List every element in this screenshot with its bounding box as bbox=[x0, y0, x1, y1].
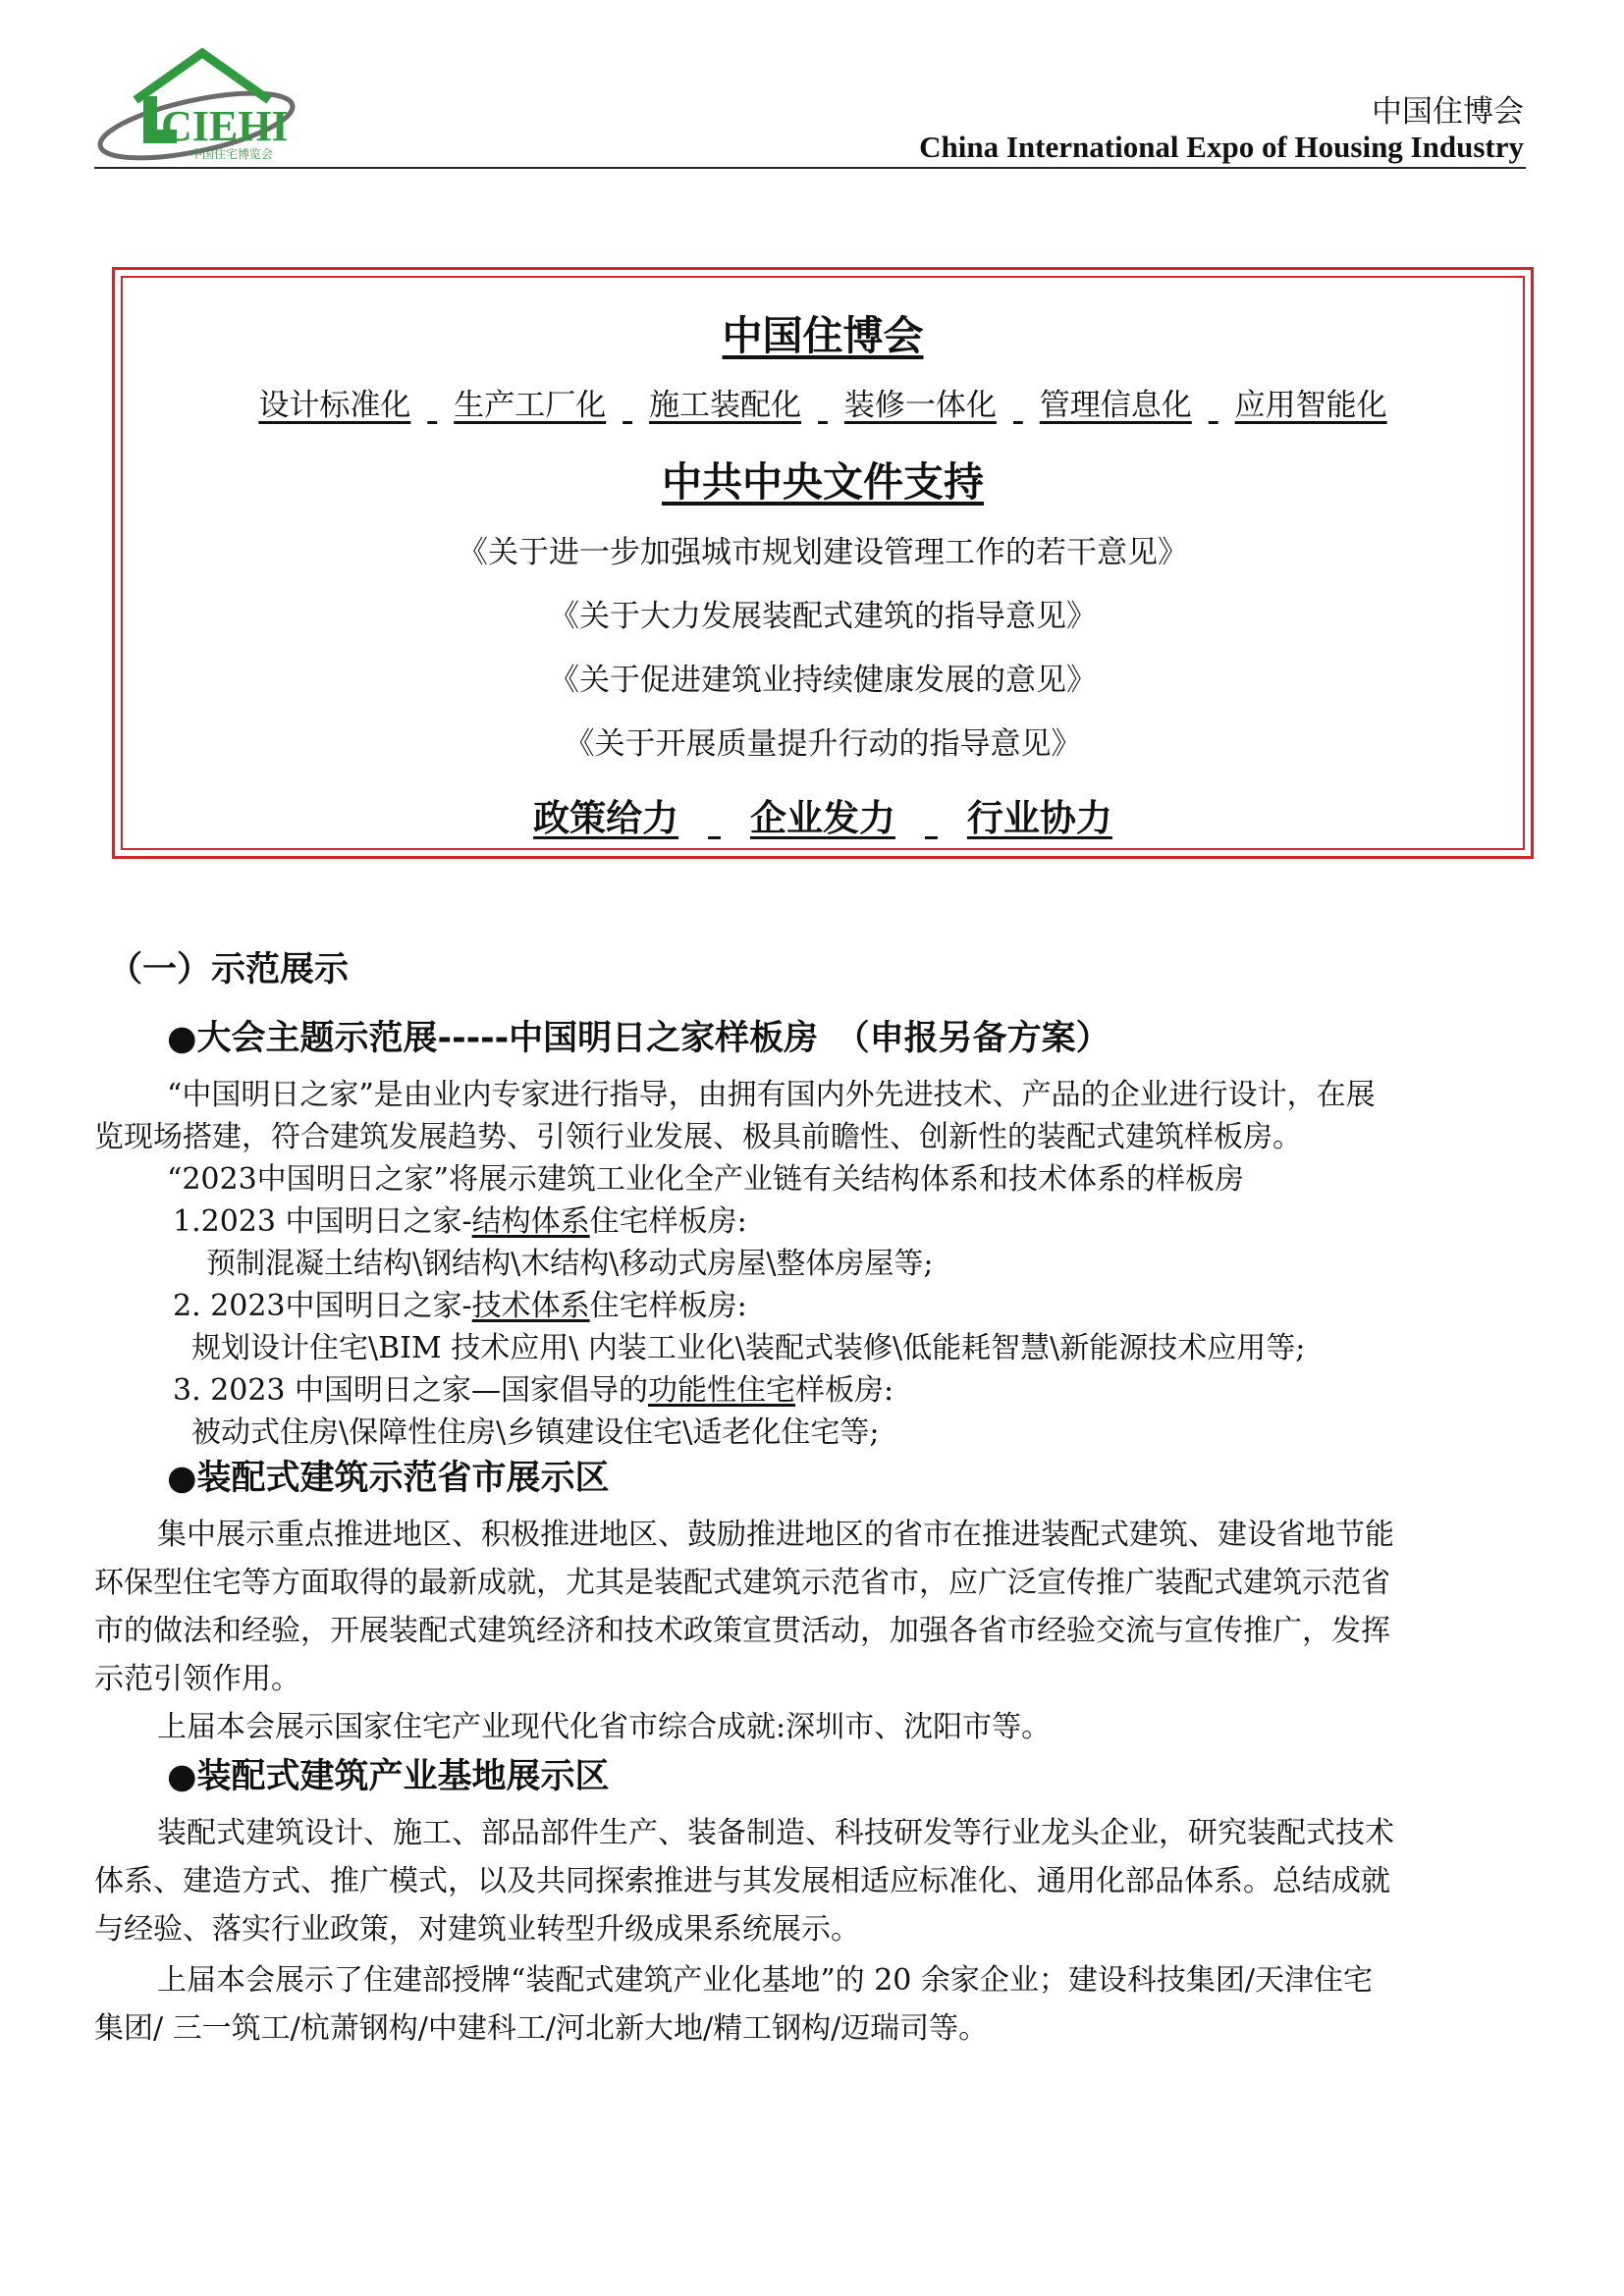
section-title: （一）示范展示 bbox=[108, 950, 350, 989]
slogan: 企业发力 bbox=[750, 797, 895, 839]
heading-theme-showcase: ●大会主题示范展-----中国明日之家样板房 （申报另备方案） bbox=[167, 1019, 1110, 1058]
paragraph-line: 览现场搭建，符合建筑发展趋势、引领行业发展、极具前瞻性、创新性的装配式建筑样板房。 bbox=[94, 1120, 1302, 1154]
box-subtitle: 中共中央文件支持 bbox=[662, 458, 984, 506]
header-title-en: China International Expo of Housing Industry bbox=[919, 130, 1524, 164]
policy-doc: 《关于进一步加强城市规划建设管理工作的若干意见》 bbox=[458, 535, 1188, 570]
paragraph-line: 集中展示重点推进地区、积极推进地区、鼓励推进地区的省市在推进装配式建筑、建设省地节能 bbox=[157, 1518, 1394, 1552]
logo-subtext: 中国住宅博览会 bbox=[190, 147, 274, 161]
list-item-detail: 被动式住房\保障性住房\乡镇建设住宅\适老化住宅等; bbox=[191, 1415, 880, 1450]
highlight-box bbox=[112, 267, 1534, 859]
paragraph-line: “2023中国明日之家”将展示建筑工业化全产业链有关结构体系和技术体系的样板房 bbox=[167, 1162, 1245, 1197]
tag: 设计标准化 bbox=[258, 388, 411, 423]
paragraph-line: 集团/ 三一筑工/杭萧钢构/中建科工/河北新大地/精工钢构/迈瑞司等。 bbox=[94, 2011, 989, 2046]
header-rule bbox=[94, 167, 1526, 169]
list-item: 2. 2023中国明日之家-技术体系住宅样板房: bbox=[173, 1289, 747, 1323]
paragraph-line: 与经验、落实行业政策，对建筑业转型升级成果系统展示。 bbox=[94, 1912, 860, 1947]
heading-provincial-showcase: ●装配式建筑示范省市展示区 bbox=[167, 1459, 610, 1498]
tag: 装修一体化 bbox=[843, 388, 997, 423]
slogan: 政策给力 bbox=[533, 797, 679, 839]
box-tags bbox=[115, 380, 1531, 424]
paragraph-line: 市的做法和经验，开展装配式建筑经济和技术政策宣贯活动，加强各省市经验交流与宣传推广，发挥 bbox=[94, 1614, 1390, 1648]
list-item: 1.2023 中国明日之家-结构体系住宅样板房: bbox=[173, 1204, 747, 1239]
heading-industry-base: ●装配式建筑产业基地展示区 bbox=[167, 1757, 610, 1796]
logo-text: CIEHI bbox=[161, 102, 289, 150]
policy-doc: 《关于大力发展装配式建筑的指导意见》 bbox=[549, 599, 1097, 634]
tag: 应用智能化 bbox=[1234, 388, 1387, 423]
paragraph-line: 体系、建造方式、推广模式，以及共同探索推进与其发展相适应标准化、通用化部品体系。总结成就 bbox=[94, 1864, 1390, 1898]
tag: 生产工厂化 bbox=[454, 388, 607, 423]
list-item-detail: 预制混凝土结构\钢结构\木结构\移动式房屋\整体房屋等; bbox=[206, 1247, 934, 1281]
header-title-cn: 中国住博会 bbox=[1372, 94, 1524, 130]
paragraph-line: “中国明日之家”是由业内专家进行指导，由拥有国内外先进技术、产品的企业进行设计，在展 bbox=[167, 1078, 1376, 1112]
box-title: 中国住博会 bbox=[722, 312, 924, 359]
slogan: 行业协力 bbox=[966, 797, 1112, 839]
paragraph-line: 装配式建筑设计、施工、部品部件生产、装备制造、科技研发等行业龙头企业，研究装配式技术 bbox=[157, 1816, 1394, 1850]
policy-doc: 《关于促进建筑业持续健康发展的意见》 bbox=[549, 663, 1097, 698]
paragraph-line: 示范引领作用。 bbox=[94, 1662, 300, 1696]
list-item: 3. 2023 中国明日之家—国家倡导的功能性住宅样板房: bbox=[173, 1373, 894, 1408]
ciehi-logo bbox=[96, 39, 302, 162]
policy-doc: 《关于开展质量提升行动的指导意见》 bbox=[564, 726, 1082, 762]
list-item-detail: 规划设计住宅\BIM 技术应用\ 内装工业化\装配式装修\低能耗智慧\新能源技术应用等; bbox=[191, 1331, 1306, 1365]
tag: 施工装配化 bbox=[649, 388, 802, 423]
paragraph-line: 上届本会展示国家住宅产业现代化省市综合成就:深圳市、沈阳市等。 bbox=[157, 1710, 1052, 1744]
paragraph-line: 上届本会展示了住建部授牌“装配式建筑产业化基地”的 20 余家企业；建设科技集团/天津住宅 bbox=[157, 1963, 1374, 1998]
paragraph-line: 环保型住宅等方面取得的最新成就，尤其是装配式建筑示范省市，应广泛宣传推广装配式建筑示范省 bbox=[94, 1566, 1390, 1600]
box-slogans bbox=[115, 788, 1531, 841]
tag: 管理信息化 bbox=[1039, 388, 1192, 423]
